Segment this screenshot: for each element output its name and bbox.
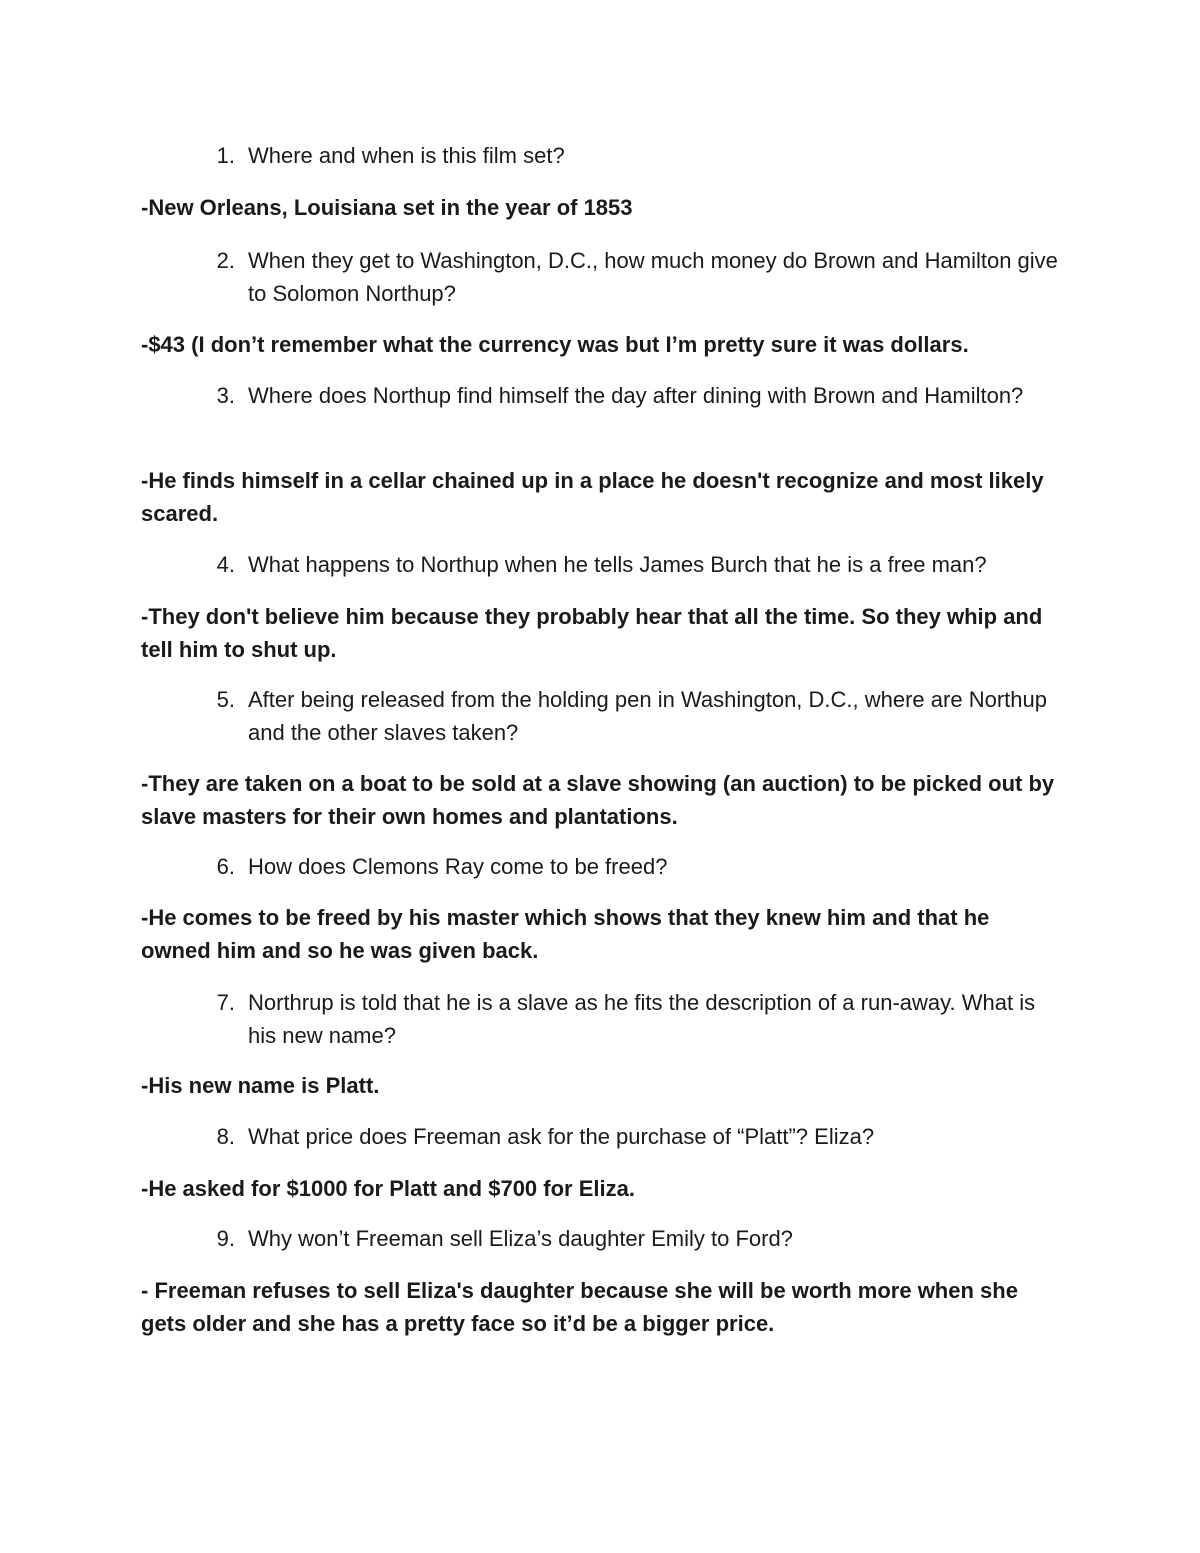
question-text: Where does Northup find himself the day after dining with Brown and Hamilton? — [248, 383, 1024, 408]
question-8 — [205, 1120, 1065, 1153]
answer-6: -He comes to be freed by his master which shows that they knew him and that he owned him and so he was given back. — [141, 905, 990, 963]
question-4 — [205, 548, 1065, 581]
question-9 — [205, 1222, 1065, 1255]
question-text: Where and when is this film set? — [248, 143, 565, 168]
question-number: 7. — [216, 990, 235, 1015]
question-text: How does Clemons Ray come to be freed? — [248, 854, 668, 879]
question-text: Northrup is told that he is a slave as he fits the description of a run-away. What is his new name? — [248, 990, 1036, 1048]
question-1 — [205, 139, 1065, 172]
question-6 — [205, 850, 1065, 883]
question-number: 4. — [216, 552, 235, 577]
question-number: 5. — [216, 687, 235, 712]
question-text: After being released from the holding pen in Washington, D.C., where are Northup and the other slaves taken? — [248, 687, 1047, 745]
answer-3: -He finds himself in a cellar chained up in a place he doesn't recognize and most likely scared. — [141, 468, 1044, 526]
question-text: What happens to Northup when he tells James Burch that he is a free man? — [248, 552, 987, 577]
answer-4: -They don't believe him because they probably hear that all the time. So they whip and tell him to shut up. — [141, 604, 1043, 662]
question-2 — [205, 244, 1065, 310]
question-number: 6. — [216, 854, 235, 879]
question-number: 8. — [216, 1124, 235, 1149]
question-text: When they get to Washington, D.C., how much money do Brown and Hamilton give to Solomon Northup? — [248, 248, 1058, 306]
answer-8: -He asked for $1000 for Platt and $700 for Eliza. — [141, 1176, 635, 1201]
question-number: 1. — [216, 143, 235, 168]
question-number: 2. — [216, 248, 235, 273]
answer-2: -$43 (I don’t remember what the currency was but I’m pretty sure it was dollars. — [141, 332, 969, 357]
question-number: 9. — [216, 1226, 235, 1251]
question-3 — [205, 379, 1065, 412]
question-text: Why won’t Freeman sell Eliza’s daughter Emily to Ford? — [248, 1226, 793, 1251]
answer-5: -They are taken on a boat to be sold at a slave showing (an auction) to be picked out by slave masters for their own homes and plantations. — [141, 771, 1055, 829]
answer-7: -His new name is Platt. — [141, 1073, 380, 1098]
answer-1: -New Orleans, Louisiana set in the year of 1853 — [141, 195, 633, 220]
answer-9: - Freeman refuses to sell Eliza's daughter because she will be worth more when she gets older and she has a pretty face so it’d be a bigger price. — [141, 1278, 1018, 1336]
question-5 — [205, 683, 1065, 749]
question-number: 3. — [216, 383, 235, 408]
question-7 — [205, 986, 1065, 1052]
question-text: What price does Freeman ask for the purchase of “Platt”? Eliza? — [248, 1124, 875, 1149]
